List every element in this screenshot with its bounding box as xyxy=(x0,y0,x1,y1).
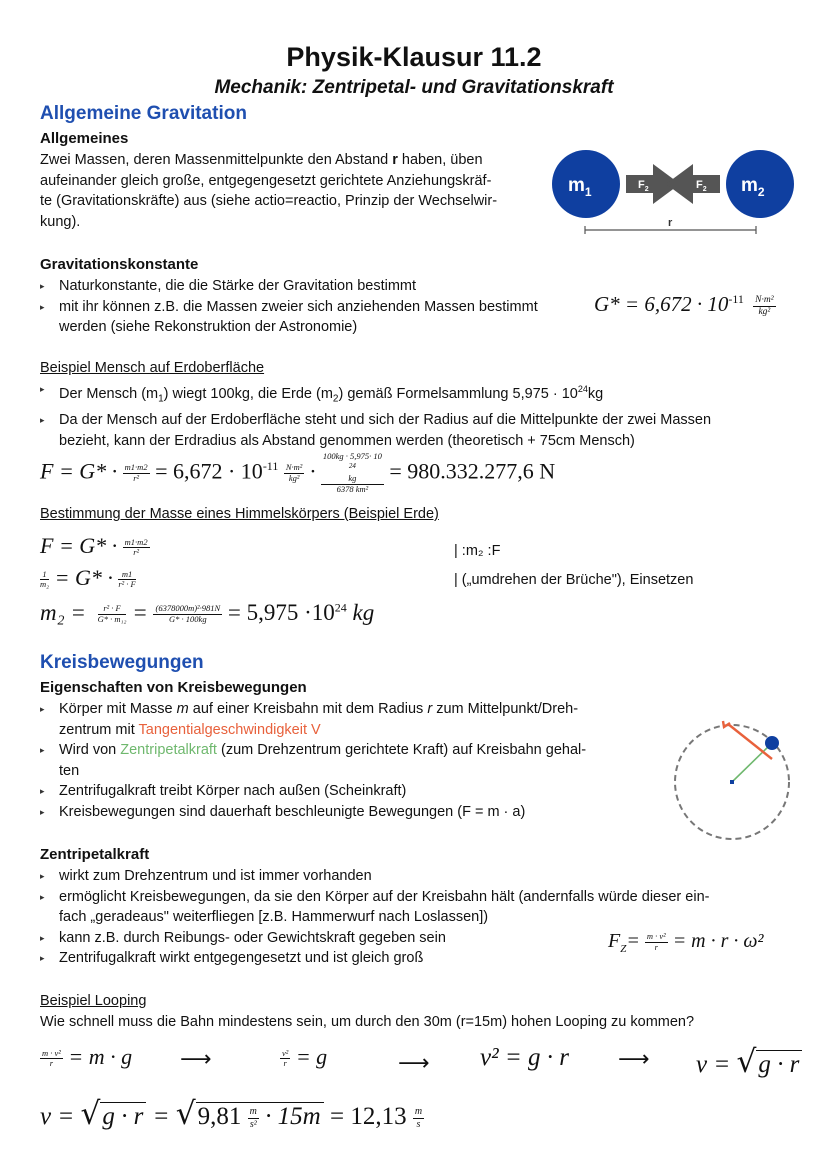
looping-step-1: $\frac{\text{m · v²}}{r}$ = m · g xyxy=(42,1044,133,1069)
looping-step-2: $\frac{\text{v²}}{r}$ = g xyxy=(282,1044,328,1069)
page-subtitle: Mechanik: Zentripetal- und Gravitationskraft xyxy=(214,77,614,98)
looping-result: v = √g · r = √9,81 $\frac{m}{\text{s²}}$ · 15m = 12,13 $\frac{m}{s}$ xyxy=(40,1096,423,1132)
masse-formula-3: m₂ = $\frac{\text{r² · F}}{\text{G* · m₁₂}}$ = $\frac{\text{(6378000m)²·981N}}{G* \cdot 100kg}$ = $5,975 \cdot 10^{24}$ kg xyxy=(40,600,375,625)
list-item: ▸ Zentrifugalkraft wirkt entgegengesetzt und ist gleich groß xyxy=(40,948,800,969)
allgemeines-text: Zwei Massen, deren Massenmittelpunkte den Abstand r haben, üben aufeinander gleich große, entgegengesetzt gerichtete Anziehungskräf- te (Gravitationskräfte) aus (siehe actio=reactio, Prinzip der Wechselwir- kung). xyxy=(40,152,498,230)
eigenschaften-title: Eigenschaften von Kreisbewegungen xyxy=(40,679,307,696)
body-circle xyxy=(765,736,779,750)
allgemeines-title: Allgemeines xyxy=(40,130,129,147)
masse-note-2: | („umdrehen der Brüche"), Einsetzen xyxy=(454,572,694,588)
mensch-formula: F = G* · $\frac{m1\cdot m2}{\text{r²}}$ = $6,672 \cdot 10^{-11}$ $\frac{\text{N·m²}}{\text{kg²}}$ · 100kg · 5,975· 10 $^{24}$ kg 6378 km² = 980.332.277,6 N xyxy=(40,451,556,495)
radius-line xyxy=(732,743,772,782)
looping-step-3: v² = g · r xyxy=(480,1044,569,1071)
label-f-right: $F_2$ xyxy=(696,179,707,193)
masse-heading: Bestimmung der Masse eines Himmelskörpers (Beispiel Erde) xyxy=(40,506,439,522)
page-title: Physik-Klausur 11.2 xyxy=(286,42,542,72)
gravitationskonstante-formula: $G* = 6,672 \cdot 10^{-11}$ $\frac{\text{N·m²}}{\text{kg²}}$ xyxy=(594,292,774,317)
gravitationskonstante-title: Gravitationskonstante xyxy=(40,256,199,273)
list-item: ▸ Da der Mensch auf der Erdoberfläche steht und sich der Radius auf die Mittelpunkte der zwei Massen bezieht, kann der Erdradius als Abstand genommen werden (theoretisch + 75cm Mensch) xyxy=(40,410,800,451)
kreisbewegung-diagram xyxy=(668,710,808,845)
gravitationskonstante-list xyxy=(40,276,600,338)
masse-note-1: | :m₂ :F xyxy=(454,543,501,559)
looping-step-4: v = √g · r xyxy=(696,1044,802,1080)
label-m2: $m_2$ xyxy=(741,175,765,199)
list-item: ▸ kann z.B. durch Reibungs- oder Gewichtskraft gegeben sein xyxy=(40,928,800,949)
arrow-icon: ⟶ xyxy=(398,1050,430,1075)
mass-circle-m2 xyxy=(726,150,794,218)
masse-formula-1: F = G* · $\frac{m1\cdot m2}{\text{r²}}$ xyxy=(40,533,148,558)
beispiel-mensch-list xyxy=(40,379,800,451)
label-r: r xyxy=(668,217,673,229)
label-m1: $m_1$ xyxy=(568,175,592,199)
list-item: ▸ Der Mensch $(m_1)$ wiegt 100kg, die Erde $(m_2)$ gemäß Formelsammlung $5,975 \cdot 10^{24}kg$ xyxy=(40,379,800,410)
zentripetalkraft-title: Zentripetalkraft xyxy=(40,846,150,863)
looping-question: Wie schnell muss die Bahn mindestens sein, um durch den 30m (r=15m) hohen Looping zu kommen? xyxy=(40,1014,695,1030)
arrow-icon: ⟶ xyxy=(180,1046,212,1071)
mass-circle-m1 xyxy=(552,150,620,218)
force-arrow-right xyxy=(666,164,693,204)
masse-formula-2: $\frac{1}{\text{m₂}}$ = G* · $\frac{m1}{\text{r² · F}}$ xyxy=(40,565,136,590)
beispiel-mensch-heading: Beispiel Mensch auf Erdoberfläche xyxy=(40,360,265,376)
list-item: ▸ Körper mit Masse m auf einer Kreisbahn mit dem Radius r zum Mittelpunkt/Dreh- zentrum mit Tangentialgeschwindigkeit V xyxy=(40,699,640,740)
list-item: ▸ Zentrifugalkraft treibt Körper nach außen (Scheinkraft) xyxy=(40,781,640,802)
list-item: ▸ mit ihr können z.B. die Massen zweier sich anziehenden Massen bestimmt werden (siehe Rekonstruktion der Astronomie) xyxy=(40,297,600,338)
list-item: ▸ Naturkonstante, die die Stärke der Gravitation bestimmt xyxy=(40,276,600,297)
list-item: ▸ Wird von Zentripetalkraft (zum Drehzentrum gerichtete Kraft) auf Kreisbahn gehal- ten xyxy=(40,740,640,781)
list-item: ▸ wirkt zum Drehzentrum und ist immer vorhanden xyxy=(40,866,800,887)
looping-heading: Beispiel Looping xyxy=(40,993,147,1009)
center-point xyxy=(730,780,734,784)
gravitation-diagram xyxy=(548,142,798,242)
list-item: ▸ Kreisbewegungen sind dauerhaft beschleunigte Bewegungen (F = m · a) xyxy=(40,802,640,823)
list-item: ▸ ermöglicht Kreisbewegungen, da sie den Körper auf der Kreisbahn hält (andernfalls würde dieser ein- fach „geradeaus" weiterfliegen [z.B. Hammerwurf nach Loslassen]) xyxy=(40,887,800,928)
eigenschaften-list xyxy=(40,699,640,822)
section-heading-gravitation: Allgemeine Gravitation xyxy=(40,103,247,124)
label-f-left: $F_2$ xyxy=(638,179,649,193)
section-heading-kreisbewegungen: Kreisbewegungen xyxy=(40,652,204,673)
zentripetalkraft-formula: $F_Z=$ $\frac{\text{m · v²}}{r}$ = m · r · ω² xyxy=(608,930,764,955)
arrow-icon: ⟶ xyxy=(618,1046,650,1071)
